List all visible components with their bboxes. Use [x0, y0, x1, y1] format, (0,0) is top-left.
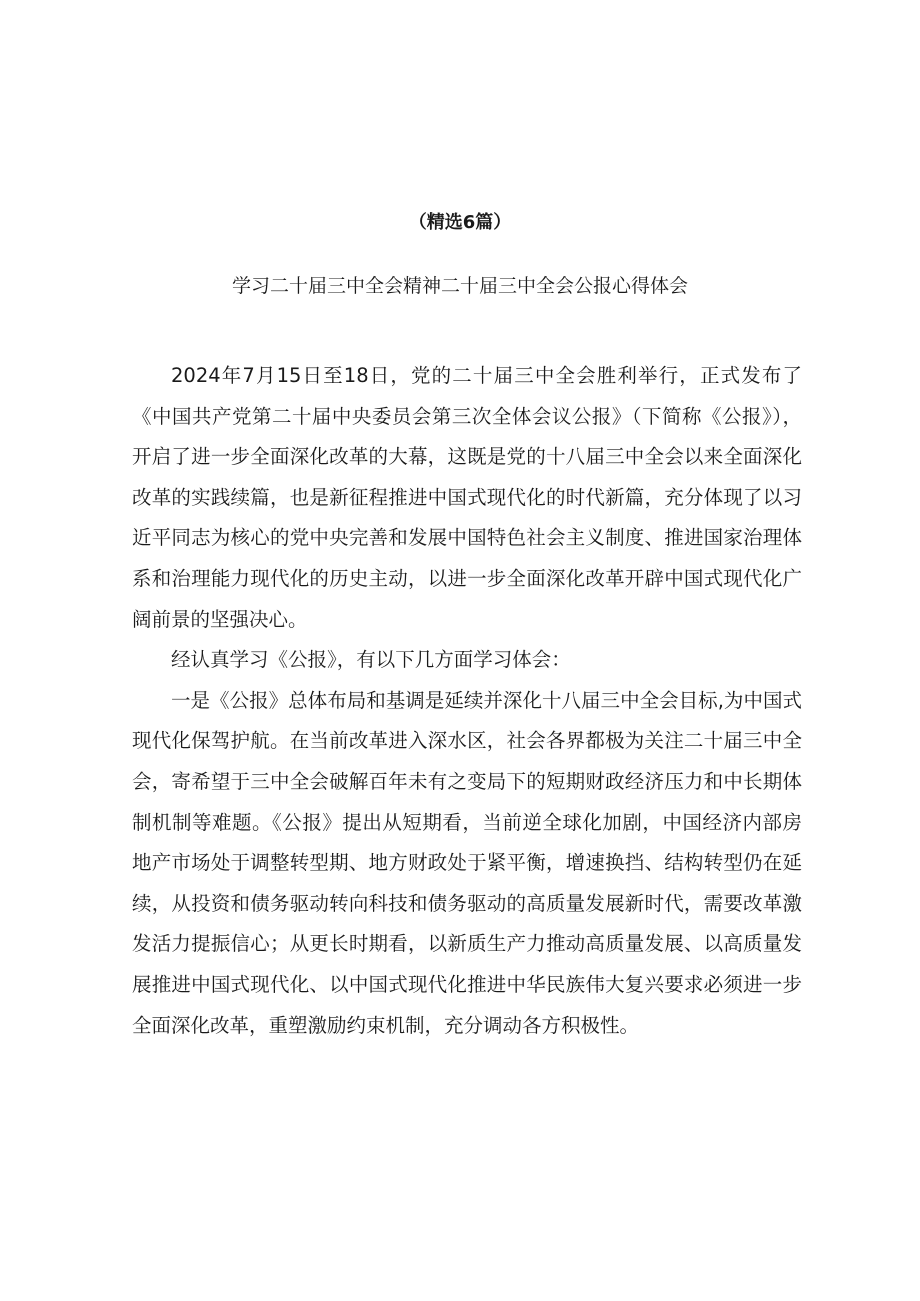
paragraph-learning-note: 经认真学习《公报》，有以下几方面学习体会：: [171, 648, 571, 672]
document-subtitle: （精选6篇）: [408, 212, 512, 233]
paragraph-point-one: 一是《公报》总体布局和基调是延续并深化十八届三中全会目标,为中国式现代化保驾护航。在当前改革进入深水区，社会各界都极为关注二十届三中全会，寄希望于三中全会破解百年未有之变局下的短期财政经济压力和中长期体制机制等难题。《公报》提出从短期看，当前逆全球化加剧，中国经济内部房地产市场处于调整转型期、地方财政处于紧平衡，增速换挡、结构转型仍在延续，从投资和债务驱动转向科技和债务驱动的高质量发展新时代，需要改革激发活力提振信心；从更长时期看，以新质生产力推动高质量发展、以高质量发展推进中国式现代化、以中国式现代化推进中华民族伟大复兴要求必须进一步全面深化改革，重塑激励约束机制，充分调动各方积极性。: [132, 688, 802, 1037]
document-title: 学习二十届三中全会精神二十届三中全会公报心得体会: [231, 275, 688, 297]
document-body: [132, 356, 802, 1046]
paragraph-intro: 2024年7月15日至18日，党的二十届三中全会胜利举行，正式发布了《中国共产党第二十届中央委员会第三次全体会议公报》（下简称《公报》），开启了进一步全面深化改革的大幕，这既是党的十八届三中全会以来全面深化改革的实践续篇，也是新征程推进中国式现代化的时代新篇，充分体现了以习近平同志为核心的党中央完善和发展中国特色社会主义制度、推进国家治理体系和治理能力现代化的历史主动，以进一步全面深化改革开辟中国式现代化广阔前景的坚强决心。: [132, 364, 802, 631]
